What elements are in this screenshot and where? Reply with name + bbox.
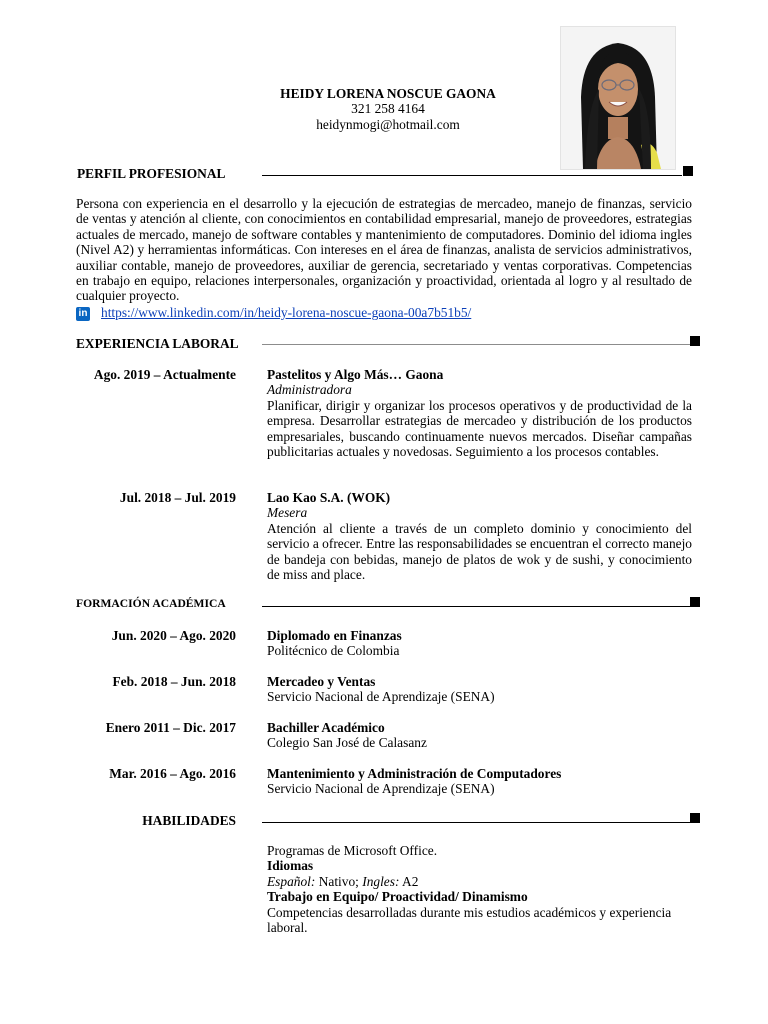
experience-role: Mesera xyxy=(267,505,308,521)
email-address[interactable]: heidynmogi@hotmail.com xyxy=(316,117,460,132)
education-title: Bachiller Académico xyxy=(267,720,385,735)
section-title-habilidades: HABILIDADES xyxy=(142,813,236,828)
education-place: Servicio Nacional de Aprendizaje (SENA) xyxy=(267,781,495,797)
section-title-formacion: FORMACIÓN ACADÉMICA xyxy=(76,597,226,610)
section-divider xyxy=(262,822,690,823)
experience-role: Administradora xyxy=(267,382,352,398)
education-entry xyxy=(267,720,692,751)
skills-block xyxy=(267,843,692,935)
skill-languages xyxy=(267,874,692,889)
education-date: Mar. 2016 – Ago. 2016 xyxy=(109,766,236,781)
education-place: Colegio San José de Calasanz xyxy=(267,735,427,751)
education-title: Mercadeo y Ventas xyxy=(267,674,376,689)
skill-office: Programas de Microsoft Office. xyxy=(267,843,438,858)
education-entry xyxy=(267,674,692,705)
profile-photo xyxy=(560,26,676,170)
skill-teamwork-desc: Competencias desarrolladas durante mis estudios académicos y experiencia laboral. xyxy=(267,904,672,936)
experience-entry xyxy=(267,490,692,582)
section-marker xyxy=(690,336,700,346)
phone-number: 321 258 4164 xyxy=(351,101,425,116)
education-date: Enero 2011 – Dic. 2017 xyxy=(105,720,236,735)
section-divider xyxy=(262,606,690,607)
experience-date: Ago. 2019 – Actualmente xyxy=(93,367,236,382)
section-marker xyxy=(683,166,693,176)
education-place: Servicio Nacional de Aprendizaje (SENA) xyxy=(267,689,495,705)
education-entry xyxy=(267,766,692,797)
education-date: Jun. 2020 – Ago. 2020 xyxy=(111,628,236,643)
education-date: Feb. 2018 – Jun. 2018 xyxy=(112,674,236,689)
section-title-perfil: PERFIL PROFESIONAL xyxy=(77,166,226,181)
experience-company: Lao Kao S.A. (WOK) xyxy=(267,490,391,505)
section-title-experiencia: EXPERIENCIA LABORAL xyxy=(76,336,239,351)
education-title: Diplomado en Finanzas xyxy=(267,628,402,643)
linkedin-icon[interactable]: in xyxy=(76,307,90,321)
experience-date: Jul. 2018 – Jul. 2019 xyxy=(119,490,236,505)
perfil-text: Persona con experiencia en el desarrollo y la ejecución de estrategias de mercadeo, manejo de finanzas, servicio de ventas y atención al cliente, con conocimientos en contabilidad empresarial, manejo de proveedores, estrategias actuales de mercado, manejo de software contables y mantenimiento de computadores. Dominio del idioma ingles (Nivel A2) y herramientas informáticas. Con intereses en el área de finanzas, analista de servicios administrativos, auxiliar contable, manejo de proveedores, auxiliar de gerencia, secretariado y ventas corporativas. Competencias en trabajo en equipo, relaciones interpersonales, organización y proactividad, orientada al logro y al resultado de cualquier proyecto. xyxy=(76,196,692,304)
education-title: Mantenimiento y Administración de Computadores xyxy=(267,766,562,781)
experience-description: Atención al cliente a través de un completo dominio y conocimiento del servicio a ofrecer. Entre las responsabilidades se encuentran el correcto manejo de bandeja con bebidas, manejo de platos de wok y de sushi, y conocimiento de miss and place. xyxy=(267,520,692,583)
section-divider xyxy=(262,344,690,345)
education-place: Politécnico de Colombia xyxy=(267,643,400,659)
language-label: Español: xyxy=(267,873,316,889)
skill-languages-title: Idiomas xyxy=(267,858,314,874)
candidate-name: HEIDY LORENA NOSCUE GAONA xyxy=(280,86,496,101)
language-level: Nativo; xyxy=(315,873,363,889)
portrait-image xyxy=(561,27,675,169)
experience-description: Planificar, dirigir y organizar los procesos operativos y de productividad de la empresa. Desarrollar estrategias de mercadeo y distribución de los productos empresariales, buscando continuamente nuevos mercados. Diseñar campañas publicitarias actuales y novedosas. Seguimiento a los procesos contables. xyxy=(267,397,692,460)
experience-entry xyxy=(267,367,692,459)
section-divider xyxy=(262,175,682,176)
language-level: A2 xyxy=(399,873,419,889)
section-marker xyxy=(690,813,700,823)
section-marker xyxy=(690,597,700,607)
language-label: Ingles: xyxy=(362,873,400,889)
education-entry xyxy=(267,628,692,659)
linkedin-link[interactable]: https://www.linkedin.com/in/heidy-lorena-noscue-gaona-00a7b51b5/ xyxy=(101,305,472,320)
experience-company: Pastelitos y Algo Más… Gaona xyxy=(267,367,444,382)
skill-teamwork-title: Trabajo en Equipo/ Proactividad/ Dinamismo xyxy=(267,889,528,905)
